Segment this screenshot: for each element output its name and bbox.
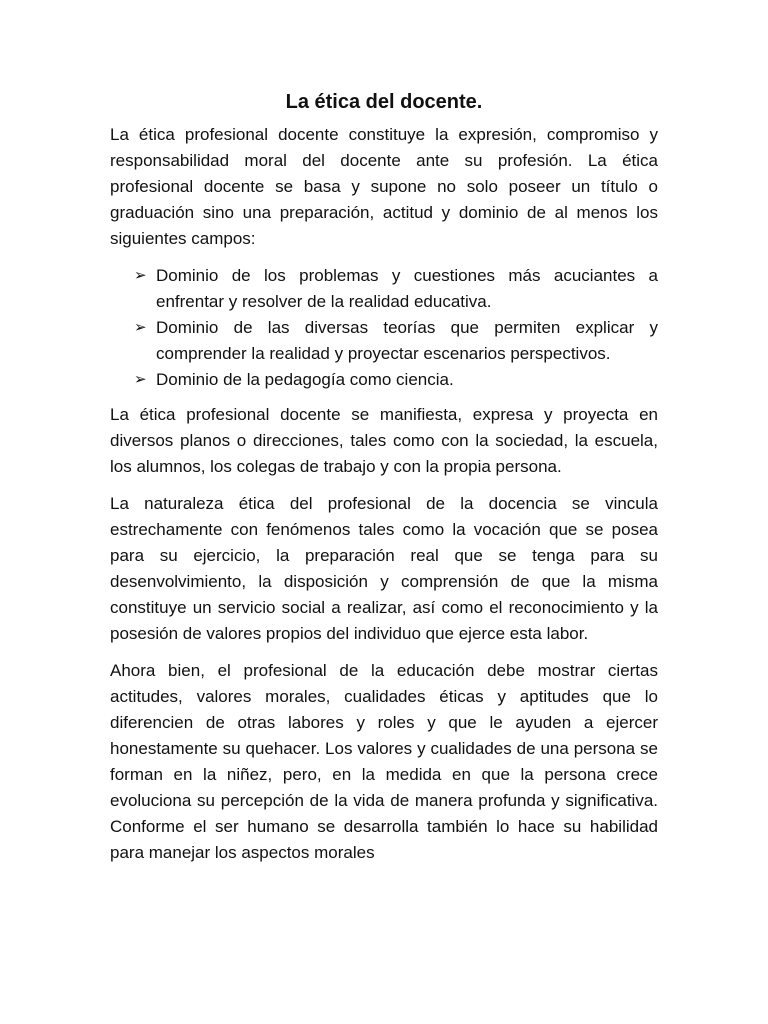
bullet-text: Dominio de los problemas y cuestiones más acuciantes a enfrentar y resolver de la realidad educativa. — [156, 266, 658, 311]
bullet-item — [110, 263, 658, 315]
bullet-item — [110, 315, 658, 367]
paragraph-nature: La naturaleza ética del profesional de la docencia se vincula estrechamente con fenómenos tales como la vocación que se posea para su ejercicio, la preparación real que se tenga para su desenvolvimiento, la disposición y comprensión de que la misma constituye un servicio social a realizar, así como el reconocimiento y la posesión de valores propios del individuo que ejerce esta labor. — [110, 494, 658, 643]
arrow-bullet-icon: ➢ — [134, 267, 147, 284]
arrow-bullet-icon: ➢ — [134, 319, 147, 336]
paragraph-intro: La ética profesional docente constituye la expresión, compromiso y responsabilidad moral del docente ante su profesión. La ética profesional docente se basa y supone no solo poseer un título o graduación sino una preparación, actitud y dominio de al menos los siguientes campos: — [110, 125, 658, 248]
paragraph-attitudes: Ahora bien, el profesional de la educación debe mostrar ciertas actitudes, valores morales, cualidades éticas y aptitudes que lo diferencien de otras labores y roles y que le ayuden a ejercer honestamente su quehacer. Los valores y cualidades de una persona se forman en la niñez, pero, en la medida en que la persona crece evoluciona su percepción de la vida de manera profunda y significativa. Conforme el ser humano se desarrolla también lo hace su habilidad para manejar los aspectos morales — [110, 661, 658, 862]
bullet-text: Dominio de la pedagogía como ciencia. — [156, 370, 454, 389]
document-page — [110, 86, 658, 877]
bullet-text: Dominio de las diversas teorías que permiten explicar y comprender la realidad y proyectar escenarios perspectivos. — [156, 318, 658, 363]
paragraph-planes: La ética profesional docente se manifiesta, expresa y proyecta en diversos planos o direcciones, tales como con la sociedad, la escuela, los alumnos, los colegas de trabajo y con la propia persona. — [110, 405, 658, 476]
document-title: La ética del docente. — [285, 91, 483, 113]
bullet-item — [110, 367, 658, 393]
arrow-bullet-icon: ➢ — [134, 371, 147, 388]
bullet-list — [110, 263, 658, 393]
